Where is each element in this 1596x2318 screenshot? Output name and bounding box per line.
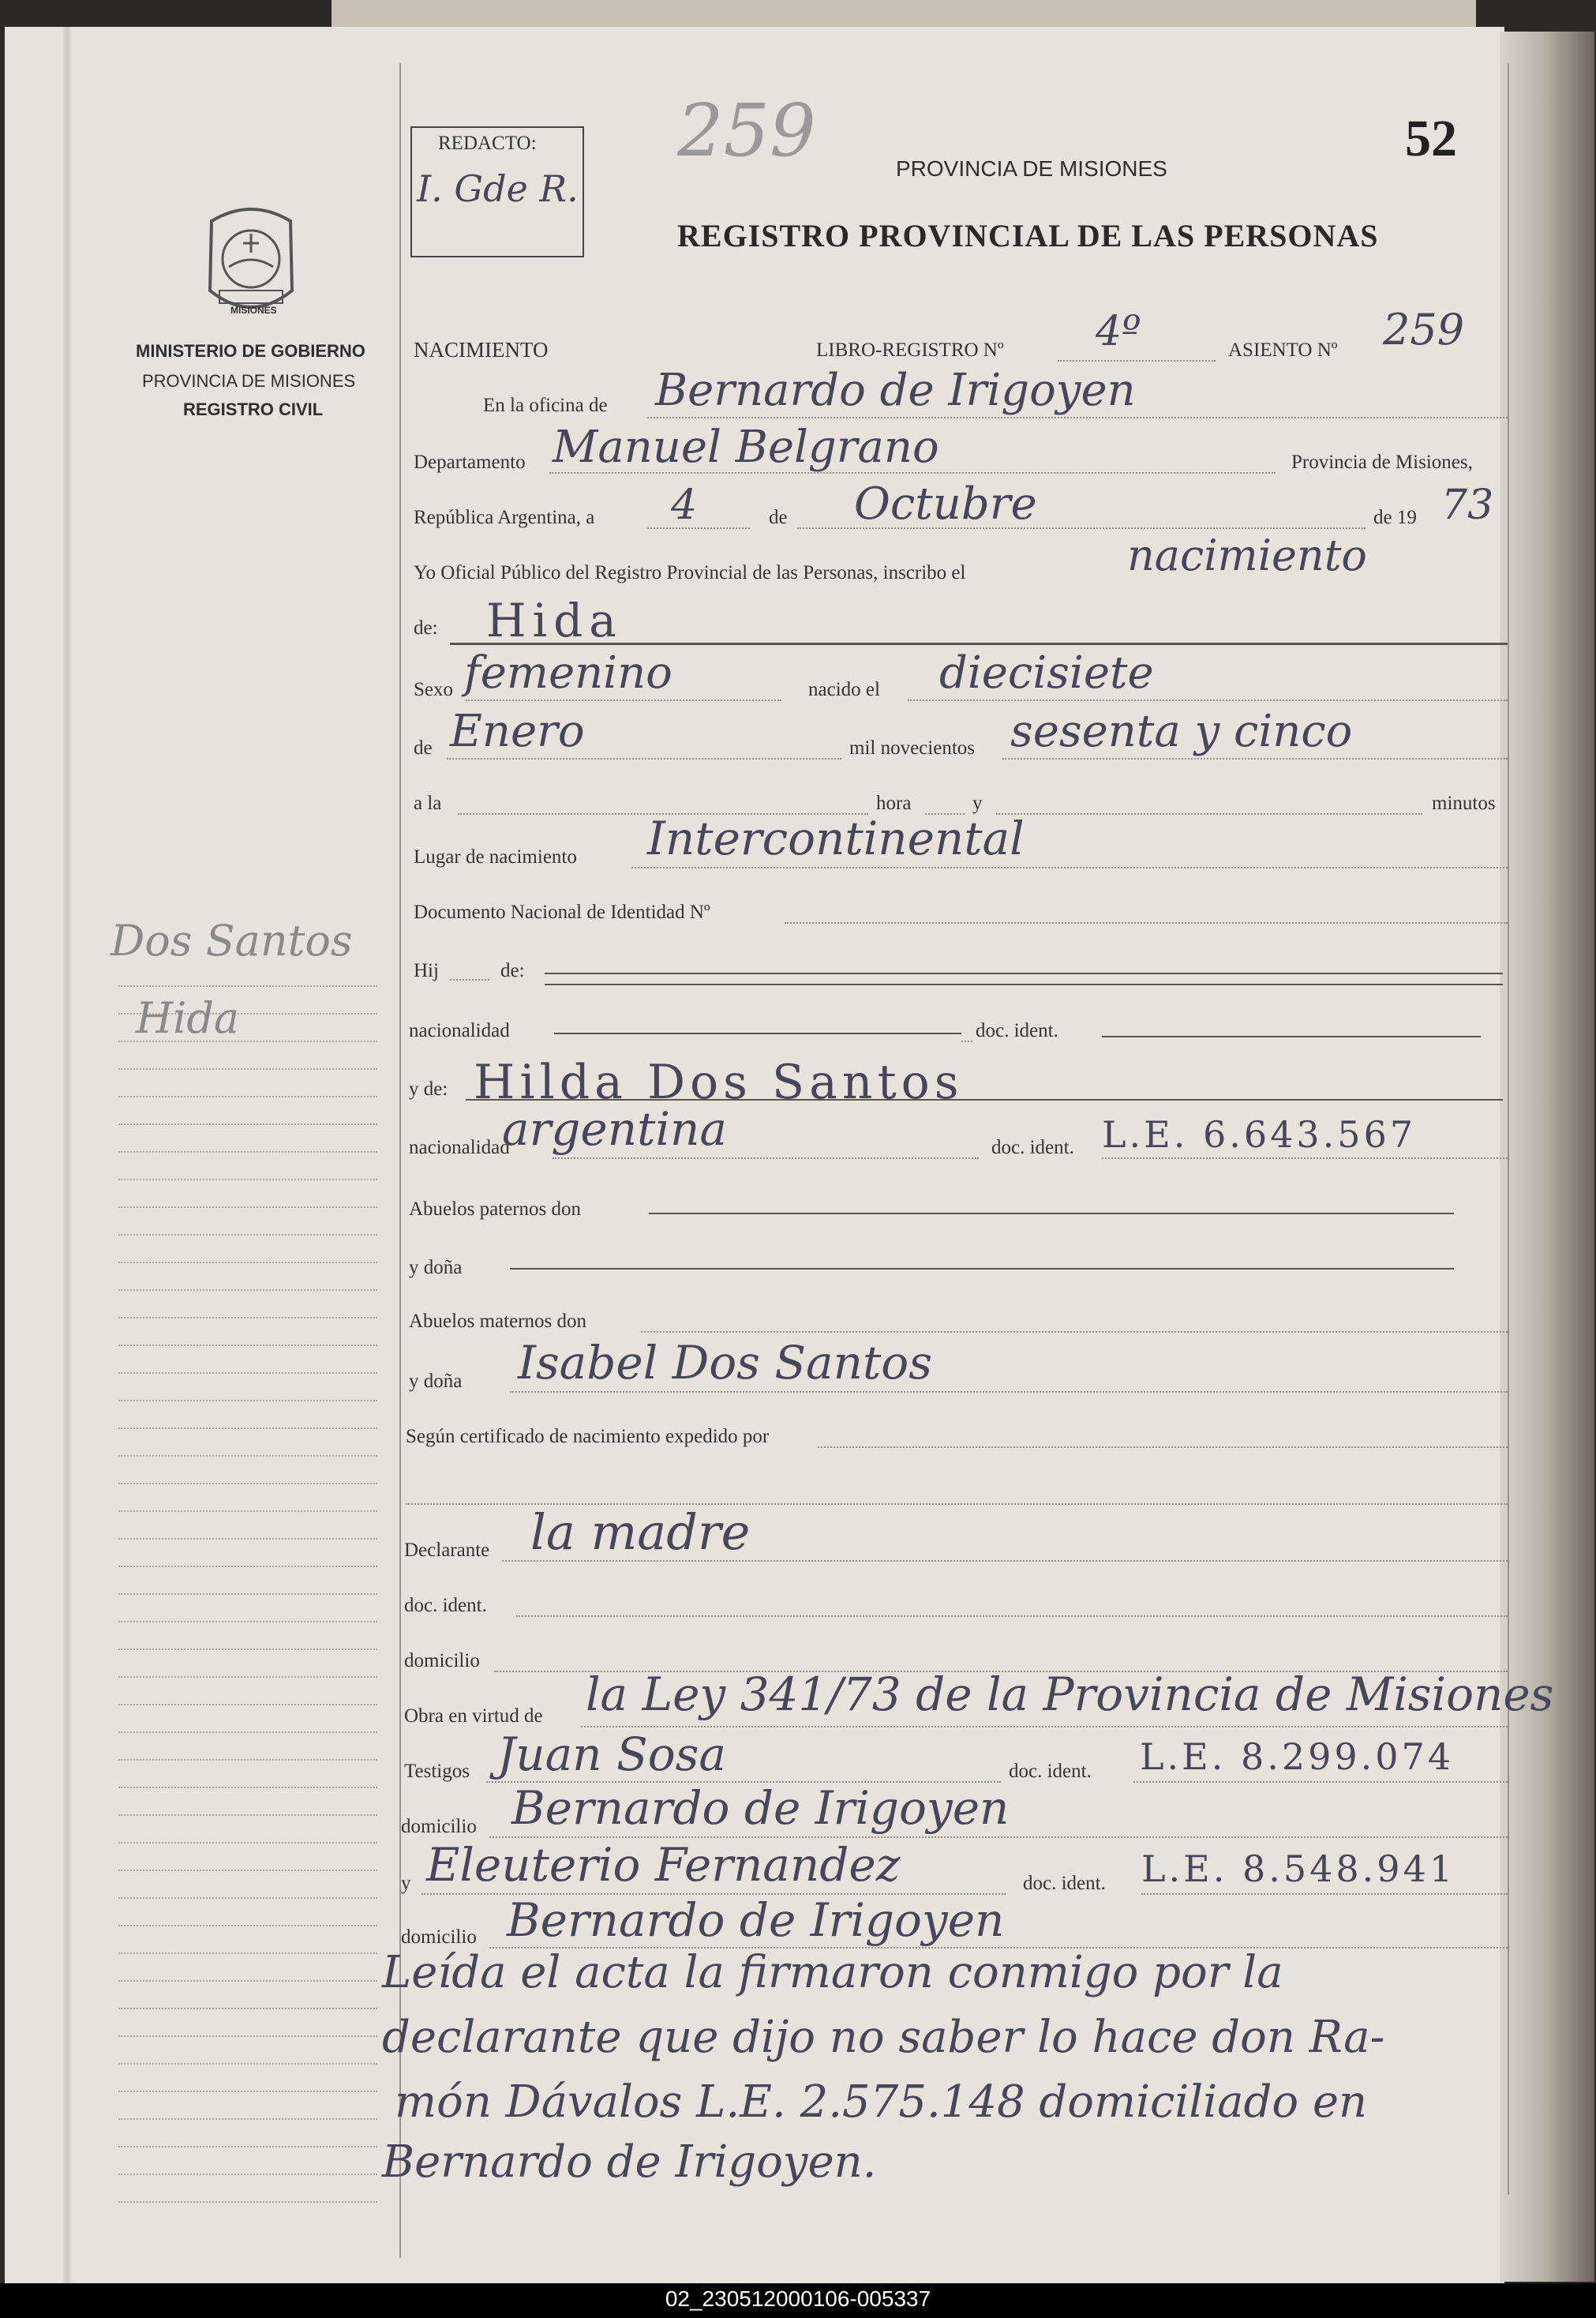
margin-ruling-line <box>118 1621 377 1622</box>
fecha-day: 4 <box>671 482 698 529</box>
nacionalidad-madre-label: nacionalidad <box>409 1137 510 1158</box>
margin-name: Hida <box>136 993 240 1043</box>
margin-ruling-line <box>118 2174 377 2175</box>
margin-ruling-line <box>118 1483 377 1484</box>
margin-surname: Dos Santos <box>111 916 353 966</box>
margin-ruling-line <box>118 1787 377 1788</box>
record-type: NACIMIENTO <box>414 338 549 362</box>
fecha-de: de <box>769 507 788 528</box>
nacionalidad-madre-value: argentina <box>502 1102 727 1156</box>
departamento-label: Departamento <box>414 452 526 473</box>
testigo2-label: y <box>401 1873 411 1894</box>
nota-line1: Leída el acta la firmaron conmigo por la <box>382 1947 1283 1998</box>
abuela-materna-label: y doña <box>409 1371 463 1392</box>
inscribo-label: Yo Oficial Público del Registro Provincial de las Personas, inscribo el <box>414 562 966 583</box>
ministry-line1: MINISTERIO DE GOBIERNO <box>136 341 365 361</box>
nombre-label: de: <box>414 617 438 639</box>
nacido-mes-label: de <box>414 737 433 759</box>
fecha-year: 73 <box>1441 482 1494 529</box>
ministry-line3: REGISTRO CIVIL <box>183 399 324 419</box>
margin-ruling-line <box>118 1345 377 1346</box>
obra-label: Obra en virtud de <box>404 1705 543 1727</box>
nacido-label: nacido el <box>808 679 880 700</box>
margin-ruling-line <box>118 1234 377 1236</box>
page-fold <box>63 27 71 2283</box>
libro-value: 4º <box>1096 308 1141 355</box>
margin-ruling-line <box>118 2201 377 2203</box>
margin-ruling-line <box>118 1731 377 1733</box>
margin-ruling-line <box>118 1814 377 1816</box>
margin-ruling-line <box>118 1980 377 1982</box>
fecha-year-label: de 19 <box>1373 507 1417 528</box>
margin-ruling-line <box>118 2035 377 2037</box>
nombre-value: Hida <box>486 594 623 647</box>
oficina-value: Bernardo de Irigoyen <box>655 365 1136 416</box>
nacido-day: diecisiete <box>939 647 1154 699</box>
page-edge <box>1500 32 1594 2282</box>
margin-ruling-line <box>118 1510 377 1512</box>
libro-label: LIBRO-REGISTRO Nº <box>816 339 1004 361</box>
provincia-suffix: Provincia de Misiones, <box>1291 452 1473 473</box>
margin-ruling-line <box>118 1704 377 1705</box>
margin-ruling-line <box>118 985 377 987</box>
mil-novecientos-label: mil novecientos <box>849 737 975 759</box>
oficina-label: En la oficina de <box>483 395 608 416</box>
margin-ruling-line <box>118 1372 377 1374</box>
margin-ruling-line <box>118 1179 377 1180</box>
margin-ruling-line <box>118 1068 377 1070</box>
margin-ruling-line <box>118 2008 377 2009</box>
page-number: 52 <box>1405 110 1457 167</box>
fecha-label: República Argentina, a <box>414 507 595 528</box>
margin-ruling-line <box>118 2146 377 2147</box>
doc-padre-label: doc. ident. <box>976 1020 1058 1041</box>
right-border <box>1508 63 1509 2195</box>
province-heading: PROVINCIA DE MISIONES <box>896 156 1167 181</box>
declarante-dom-label: domicilio <box>404 1650 480 1671</box>
nota-line2: declarante que dijo no saber lo hace don Ra- <box>382 2012 1385 2063</box>
abuelos-maternos-label: Abuelos maternos don <box>409 1311 586 1332</box>
testigo2-doc-label: doc. ident. <box>1023 1873 1106 1894</box>
margin-ruling-line <box>118 1206 377 1208</box>
hora-prefix: a la <box>414 793 442 814</box>
margin-ruling-line <box>118 1151 377 1153</box>
declarante-value: la madre <box>530 1503 751 1561</box>
testigo2-dom: Bernardo de Irigoyen <box>507 1893 1005 1947</box>
margin-ruling-line <box>118 1566 377 1567</box>
margin-ruling-line <box>118 1593 377 1595</box>
margin-ruling-line <box>118 1289 377 1291</box>
testigo2-dom-label: domicilio <box>401 1926 477 1948</box>
declarante-doc-label: doc. ident. <box>404 1595 487 1616</box>
hijo-de-label: de: <box>500 960 525 981</box>
margin-ruling-line <box>118 1676 377 1678</box>
hora-label: hora <box>876 793 912 814</box>
declarante-label: Declarante <box>404 1540 490 1561</box>
lugar-value: Intercontinental <box>647 812 1025 865</box>
margin-ruling-line <box>118 1925 377 1926</box>
testigo1-label: Testigos <box>404 1761 470 1782</box>
hijo-label: Hij <box>414 960 439 981</box>
margin-ruling-line <box>118 1952 377 1954</box>
asiento-label: ASIENTO Nº <box>1228 339 1338 361</box>
seal-text: MISIONES <box>230 305 277 316</box>
margin-ruling-line <box>118 2063 377 2065</box>
sexo-label: Sexo <box>414 679 453 700</box>
ministry-line2: PROVINCIA DE MISIONES <box>142 371 356 391</box>
nacionalidad-padre-label: nacionalidad <box>409 1020 510 1041</box>
margin-ruling-line <box>118 1427 377 1429</box>
testigo1-doc-label: doc. ident. <box>1009 1761 1092 1782</box>
margin-ruling-line <box>118 1648 377 1650</box>
asiento-value: 259 <box>1383 305 1465 354</box>
sexo-value: femenino <box>464 647 672 699</box>
departamento-value: Manuel Belgrano <box>553 422 939 473</box>
abuelos-paternos-label: Abuelos paternos don <box>409 1198 582 1220</box>
nacido-mes-value: Enero <box>450 706 585 757</box>
margin-ruling-line <box>118 1870 377 1871</box>
redacto-value: I. Gde R. <box>417 167 579 210</box>
book-cover-strip <box>332 0 1476 27</box>
margin-ruling-line <box>118 1455 377 1457</box>
madre-label: y de: <box>409 1078 448 1100</box>
hora-y: y <box>972 793 983 814</box>
minutos-label: minutos <box>1432 793 1496 814</box>
testigo1-dom: Bernardo de Irigoyen <box>511 1781 1010 1835</box>
registry-heading: REGISTRO PROVINCIAL DE LAS PERSONAS <box>677 218 1379 253</box>
margin-ruling-line <box>118 2091 377 2092</box>
margin-ruling-line <box>118 1262 377 1263</box>
margin-ruling-line <box>118 1759 377 1761</box>
obra-value: la Ley 341/73 de la Provincia de Misiones <box>586 1667 1554 1721</box>
testigo1-value: Juan Sosa <box>497 1727 726 1781</box>
margin-ruling-line <box>118 1897 377 1899</box>
doc-madre-label: doc. ident. <box>991 1137 1074 1158</box>
lugar-label: Lugar de nacimiento <box>414 846 577 868</box>
testigo2-doc: L.E. 8.548.941 <box>1141 1847 1456 1890</box>
testigo1-doc: L.E. 8.299.074 <box>1140 1735 1455 1778</box>
margin-ruling-line <box>118 1842 377 1844</box>
nota-line4: Bernardo de Irigoyen. <box>382 2136 877 2188</box>
margin-ruling-line <box>118 1317 377 1318</box>
doc-madre-value: L.E. 6.643.567 <box>1102 1113 1417 1156</box>
abuela-materna-value: Isabel Dos Santos <box>518 1336 932 1390</box>
certificado-label: Según certificado de nacimiento expedido por <box>406 1426 770 1447</box>
margin-ruling-line <box>118 1538 377 1540</box>
testigo1-dom-label: domicilio <box>401 1816 477 1837</box>
margin-ruling-line <box>118 1096 377 1097</box>
redacto-label: REDACTO: <box>438 133 537 154</box>
abuela-paterna-label: y doña <box>409 1257 463 1278</box>
nacido-year: sesenta y cinco <box>1010 706 1353 757</box>
act-number-pencil: 259 <box>677 88 816 173</box>
dni-label: Documento Nacional de Identidad Nº <box>414 902 710 923</box>
margin-ruling-line <box>118 1400 377 1401</box>
file-identifier: 02_230512000106-005337 <box>665 2286 931 2311</box>
margin-ruling-line <box>118 1123 377 1125</box>
nota-line3: món Dávalos L.E. 2.575.148 domiciliado en <box>395 2076 1368 2128</box>
inscribo-value: nacimiento <box>1127 531 1367 580</box>
fecha-month: Octubre <box>854 478 1037 530</box>
testigo2-value: Eleuterio Fernandez <box>426 1838 901 1892</box>
madre-value: Hilda Dos Santos <box>474 1055 964 1110</box>
margin-ruling-line <box>118 2118 377 2120</box>
